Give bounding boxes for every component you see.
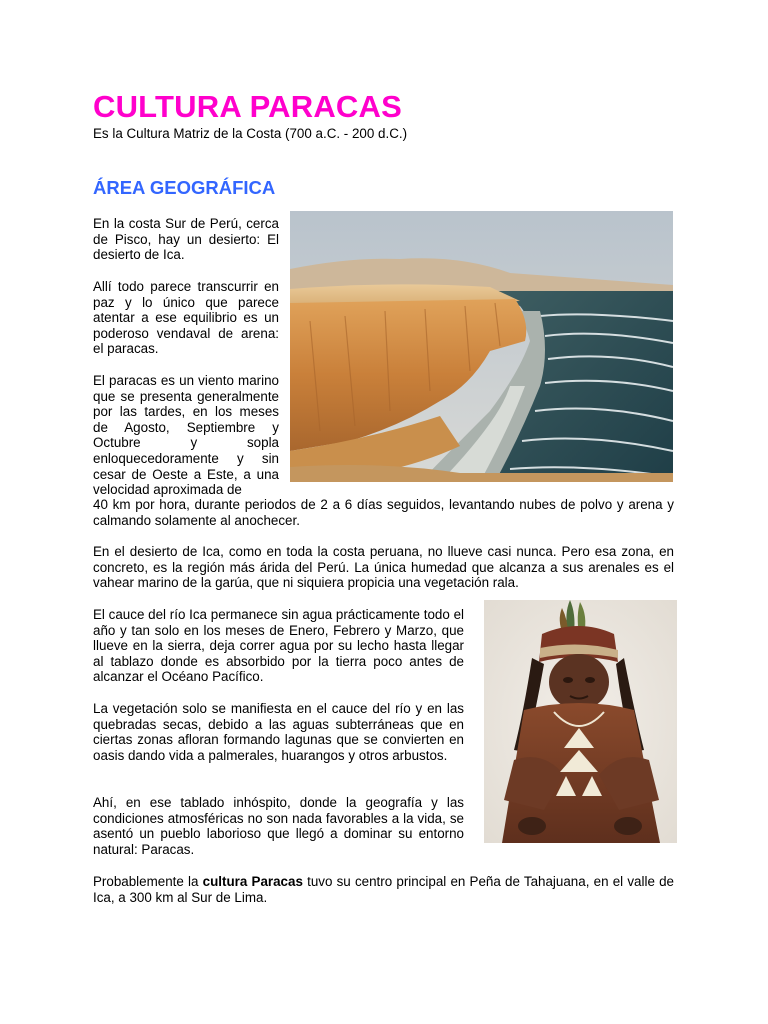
paracas-coast-photo [290, 211, 673, 482]
paragraph-1: En la costa Sur de Perú, cerca de Pisco, hay un desierto: El desierto de Ica. [93, 216, 279, 263]
paragraph-8-b: tuvo su centro principal en Peña de Tahajuana, en el valle de Ica, a 300 km al Sur de Lima. [93, 874, 674, 905]
paragraph-6-wrap [93, 701, 464, 763]
paragraph-3-wrap [93, 373, 279, 498]
paragraph-3-end: 40 km por hora, durante periodos de 2 a 6 días seguidos, levantando nubes de polvo y arena y calmando solamente al anochecer. [93, 497, 674, 528]
paragraph-6: La vegetación solo se manifiesta en el cauce del río y en las quebradas secas, debido a las aguas subterráneas que en ciertas zonas afloran formando lagunas que se convierten en oasis dando vida a palmerales, huarangos y otros arbustos. [93, 701, 464, 763]
paragraph-4-wrap [93, 544, 674, 591]
paragraph-2-wrap [93, 279, 279, 357]
intro-column [93, 216, 279, 263]
paragraph-2: Allí todo parece transcurrir en paz y lo único que parece atentar a ese equilibrio es un poderoso vendaval de arena: el paracas. [93, 279, 279, 357]
paragraph-5: El cauce del río Ica permanece sin agua prácticamente todo el año y tan solo en los meses de Enero, Febrero y Marzo, que llueve en la sierra, deja correr agua por su lecho hasta llegar al tablazo donde es absorbido por la tierra poco antes de alcanzar el Océano Pacífico. [93, 607, 464, 685]
page-subtitle: Es la Cultura Matriz de la Costa (700 a.C. - 200 d.C.) [93, 126, 408, 141]
paragraph-7: Ahí, en ese tablado inhóspito, donde la geografía y las condiciones atmosféricas no son nada favorables a la vida, se asentó un pueblo laborioso que llegó a dominar su entorno natural: Paracas. [93, 795, 464, 857]
page-title: CULTURA PARACAS [93, 89, 402, 124]
paragraph-3-start: El paracas es un viento marino que se presenta generalmente por las tardes, en los meses de Agosto, Septiembre y Octubre y sopla enloquecedoramente y sin cesar de Oeste a Este, a una velocidad aproximada de [93, 373, 279, 498]
paragraph-8-wrap [93, 874, 674, 905]
section-heading: ÁREA GEOGRÁFICA [93, 177, 276, 198]
paragraph-8 [93, 874, 674, 905]
paragraph-8-bold: cultura Paracas [202, 874, 303, 889]
paragraph-7-wrap [93, 795, 464, 857]
paragraph-4: En el desierto de Ica, como en toda la costa peruana, no llueve casi nunca. Pero esa zona, en concreto, es la región más árida del Perú. La única humedad que alcanza a sus arenales es el vahear marino de la garúa, que ni siquiera propicia una vegetación rala. [93, 544, 674, 591]
paracas-mummy-photo [484, 600, 677, 843]
paragraph-8-a: Probablemente la [93, 874, 203, 889]
paragraph-5-wrap [93, 607, 464, 685]
paragraph-3-end-wrap [93, 497, 674, 528]
